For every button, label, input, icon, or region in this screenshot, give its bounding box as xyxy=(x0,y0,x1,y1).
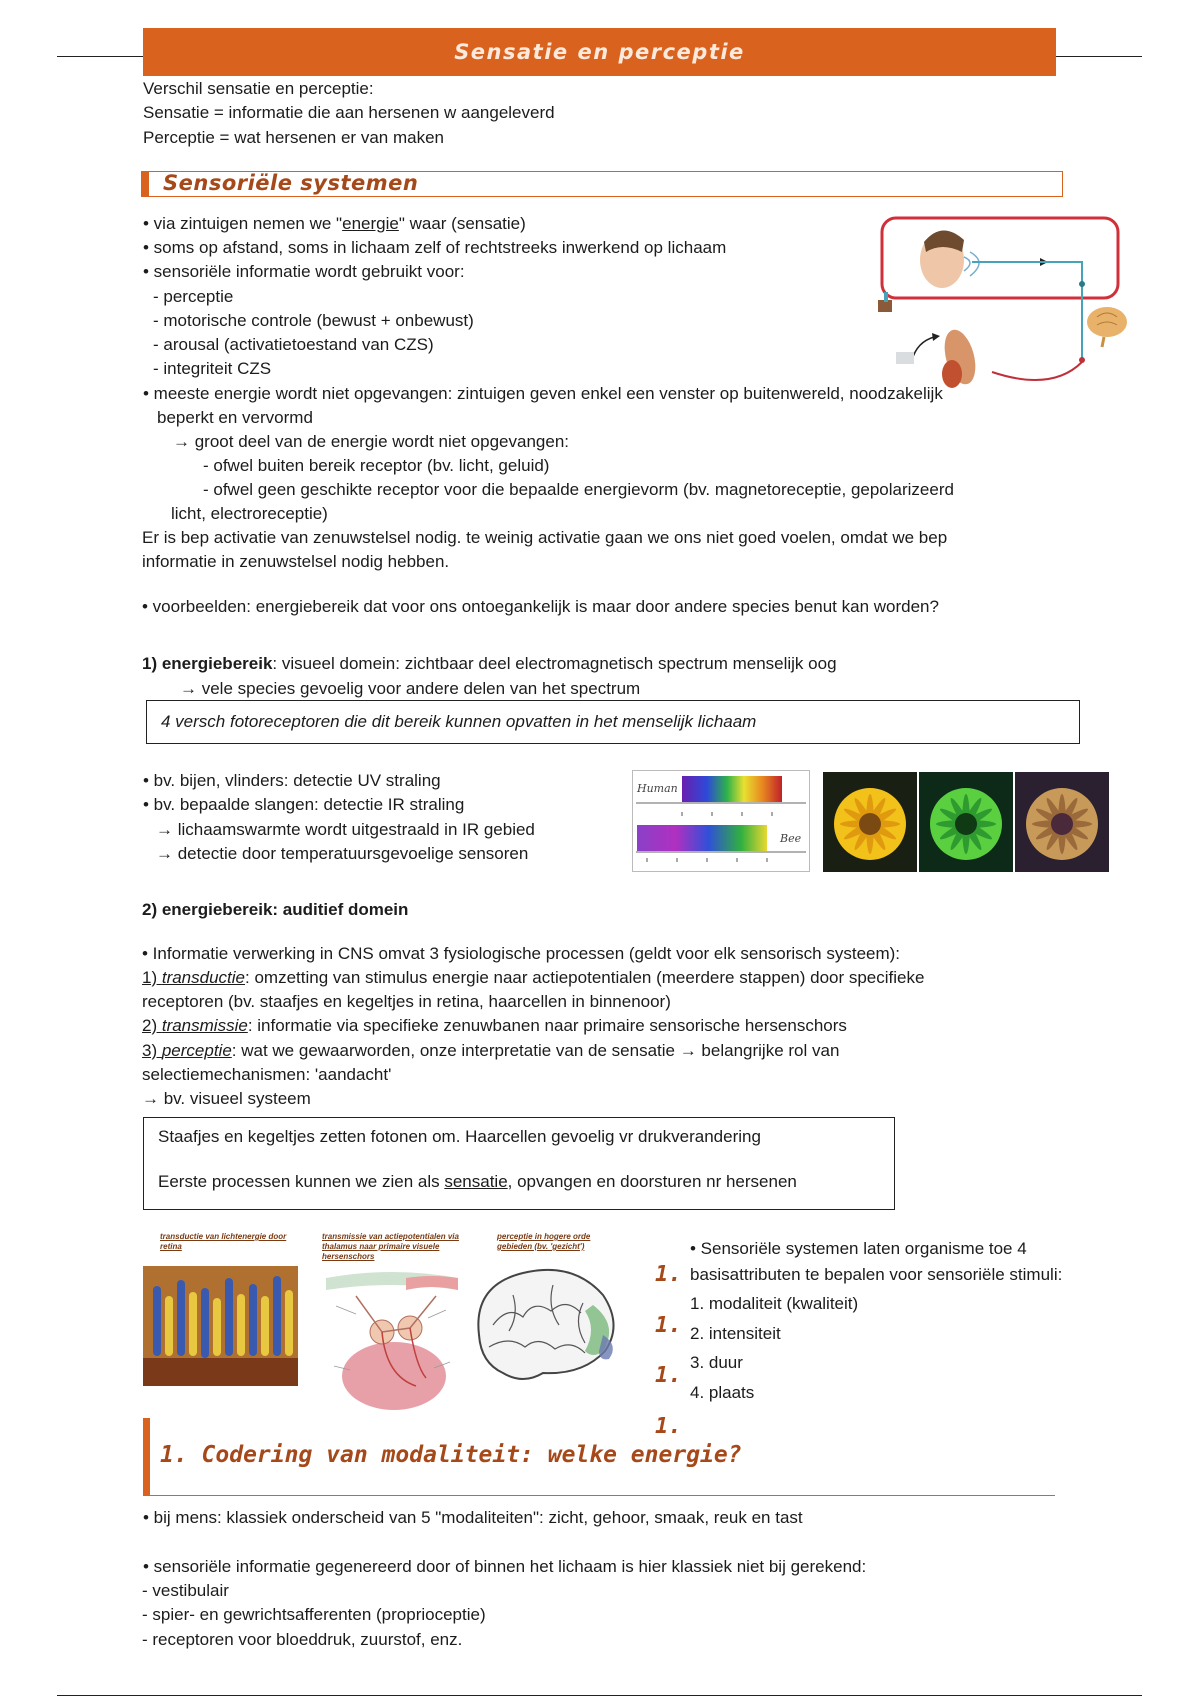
title-banner xyxy=(143,28,1056,76)
arrow-line: → lichaamswarmte wordt uitgestraald in IR gebied xyxy=(156,820,535,839)
arrow-line: → bv. visueel systeem xyxy=(142,1089,311,1108)
process-number: 1) xyxy=(142,968,162,987)
spectrum-comparison-figure xyxy=(632,770,810,872)
list-item: - spier- en gewrichtsafferenten (proprioceptie) xyxy=(142,1605,486,1624)
sub-line: - ofwel buiten bereik receptor (bv. licht, geluid) xyxy=(203,456,550,475)
spectrum-label-bee: Bee xyxy=(780,832,802,845)
flower-photos-uv-comparison xyxy=(823,772,1109,872)
bullet-line: • sensoriële informatie wordt gebruikt voor: xyxy=(143,262,465,281)
sensory-pathway-illustration xyxy=(872,212,1132,422)
attribute-item: 2. intensiteit xyxy=(690,1324,781,1343)
process-number: 3) xyxy=(142,1041,162,1060)
brain-perception-image xyxy=(463,1255,623,1395)
text: : informatie via specifieke zenuwbanen naar primaire sensorische hersenschors xyxy=(247,1016,847,1035)
section-heading-box xyxy=(141,171,1063,197)
section-heading: Sensoriële systemen xyxy=(163,171,419,195)
bullet-line: • Sensoriële systemen laten organisme toe 4 xyxy=(690,1239,1027,1258)
process-term: perceptie xyxy=(161,1041,232,1060)
intro-line: Sensatie = informatie die aan hersenen w aangeleverd xyxy=(143,103,555,122)
use-item: - integriteit CZS xyxy=(153,359,272,378)
arrow-line: → vele species gevoelig voor andere delen van het spectrum xyxy=(180,679,641,698)
bottom-rule xyxy=(57,1695,1142,1696)
use-item: - perceptie xyxy=(153,287,234,306)
caption-transduction: transductie van lichtenergie door retina xyxy=(160,1232,287,1251)
bold-term: 1) energiebereik xyxy=(142,654,273,673)
bullet-line-cont: basisattributen te bepalen voor sensoriële stimuli: xyxy=(690,1265,1063,1284)
page-title: Sensatie en perceptie xyxy=(454,40,745,64)
list-number-marker: 1. xyxy=(655,1363,682,1388)
text: Eerste processen kunnen we zien als xyxy=(158,1172,445,1191)
spectrum-label-human: Human xyxy=(637,782,678,795)
caption-perception: perceptie in hogere orde gebieden (bv. 'gezicht') xyxy=(497,1232,591,1251)
underlined-word: sensatie xyxy=(444,1172,508,1191)
bullet-line: • bij mens: klassiek onderscheid van 5 "modaliteiten": zicht, gehoor, smaak, reuk en tast xyxy=(143,1508,803,1527)
section-heading: 1. Codering van modaliteit: welke energie? xyxy=(160,1442,742,1468)
paragraph-line: Er is bep activatie van zenuwstelsel nodig. te weinig activatie gaan we ons niet goed voelen, omdat we bep xyxy=(142,528,948,547)
process-line-cont: receptoren (bv. staafjes en kegeltjes in retina, haarcellen in binnenoor) xyxy=(142,992,671,1011)
visual-pathway-diagram xyxy=(316,1266,468,1416)
bullet-line-cont: beperkt en vervormd xyxy=(157,408,313,427)
section-heading-box xyxy=(143,1418,1055,1496)
attribute-item: 1. modaliteit (kwaliteit) xyxy=(690,1294,859,1313)
text: : omzetting van stimulus energie naar actiepotentialen (meerdere stappen) door specifieke xyxy=(245,968,925,987)
list-item: - receptoren voor bloeddruk, zuurstof, enz. xyxy=(142,1630,463,1649)
text: " waar (sensatie) xyxy=(398,214,526,233)
top-rule-left xyxy=(57,56,144,57)
process-term: transductie xyxy=(161,968,246,987)
bullet-line: • sensoriële informatie gegenereerd door of binnen het lichaam is hier klassiek niet bij gerekend: xyxy=(143,1557,867,1576)
use-item: - arousal (activatietoestand van CZS) xyxy=(153,335,434,354)
text: , opvangen en doorsturen nr hersenen xyxy=(507,1172,797,1191)
bullet-line: • bv. bijen, vlinders: detectie UV straling xyxy=(143,771,441,790)
retina-photoreceptors-image xyxy=(143,1266,298,1386)
bullet-line: • soms op afstand, soms in lichaam zelf of rechtstreeks inwerkend op lichaam xyxy=(143,238,727,257)
attribute-item: 3. duur xyxy=(690,1353,743,1372)
note-box-photoreceptors xyxy=(146,700,1080,744)
process-line-cont: selectiemechanismen: 'aandacht' xyxy=(142,1065,392,1084)
bullet-line: • bv. bepaalde slangen: detectie IR straling xyxy=(143,795,465,814)
intro-line: Perceptie = wat hersenen er van maken xyxy=(143,128,444,147)
list-number-marker: 1. xyxy=(655,1313,682,1338)
caption-transmission: transmissie van actiepotentialen via thalamus naar primaire visuele hersenschors xyxy=(322,1232,459,1261)
text: : wat we gewaarworden, onze interpretatie van de sensatie → belangrijke rol van xyxy=(231,1041,840,1060)
list-number-marker: 1. xyxy=(655,1414,682,1439)
note-box-sensation xyxy=(143,1117,895,1210)
text: : visueel domein: zichtbaar deel electromagnetisch spectrum menselijk oog xyxy=(272,654,837,673)
use-item: - motorische controle (bewust + onbewust) xyxy=(153,311,474,330)
sub-line: - ofwel geen geschikte receptor voor die bepaalde energievorm (bv. magnetoreceptie, gepolarizeerd xyxy=(203,480,954,499)
top-rule-right xyxy=(1056,56,1142,57)
process-term: transmissie xyxy=(161,1016,248,1035)
process-transmission xyxy=(142,1014,847,1038)
underlined-word: energie xyxy=(342,214,399,233)
paragraph-line: informatie in zenuwstelsel nodig hebben. xyxy=(142,552,450,571)
arrow-line: → detectie door temperatuursgevoelige sensoren xyxy=(156,844,529,863)
note-text: 4 versch fotoreceptoren die dit bereik kunnen opvatten in het menselijk lichaam xyxy=(161,712,757,731)
bullet-line: • Informatie verwerking in CNS omvat 3 fysiologische processen (geldt voor elk sensorisch systeem): xyxy=(142,944,901,963)
list-item: - vestibulair xyxy=(142,1581,229,1600)
note-text: Staafjes en kegeltjes zetten fotonen om. Haarcellen gevoelig vr drukverandering xyxy=(158,1127,761,1146)
bullet-line xyxy=(143,212,526,236)
arrow-line: → groot deel van de energie wordt niet opgevangen: xyxy=(173,432,569,451)
sub-line-cont: licht, electroreceptie) xyxy=(171,504,328,523)
list-number-marker: 1. xyxy=(655,1262,682,1287)
bullet-line: • meeste energie wordt niet opgevangen: zintuigen geven enkel een venster op buitenwereld, noodzakelijk xyxy=(143,384,943,403)
subheading-auditory: 2) energiebereik: auditief domein xyxy=(142,900,409,919)
process-perception xyxy=(142,1039,839,1063)
energy-visual-line xyxy=(142,652,837,676)
intro-line: Verschil sensatie en perceptie: xyxy=(143,79,374,98)
bullet-line: • voorbeelden: energiebereik dat voor ons ontoegankelijk is maar door andere species benut kan worden? xyxy=(142,597,939,616)
process-transduction xyxy=(142,966,924,990)
process-number: 2) xyxy=(142,1016,162,1035)
note-text xyxy=(158,1170,797,1194)
text: • via zintuigen nemen we " xyxy=(143,214,343,233)
attribute-item: 4. plaats xyxy=(690,1383,755,1402)
